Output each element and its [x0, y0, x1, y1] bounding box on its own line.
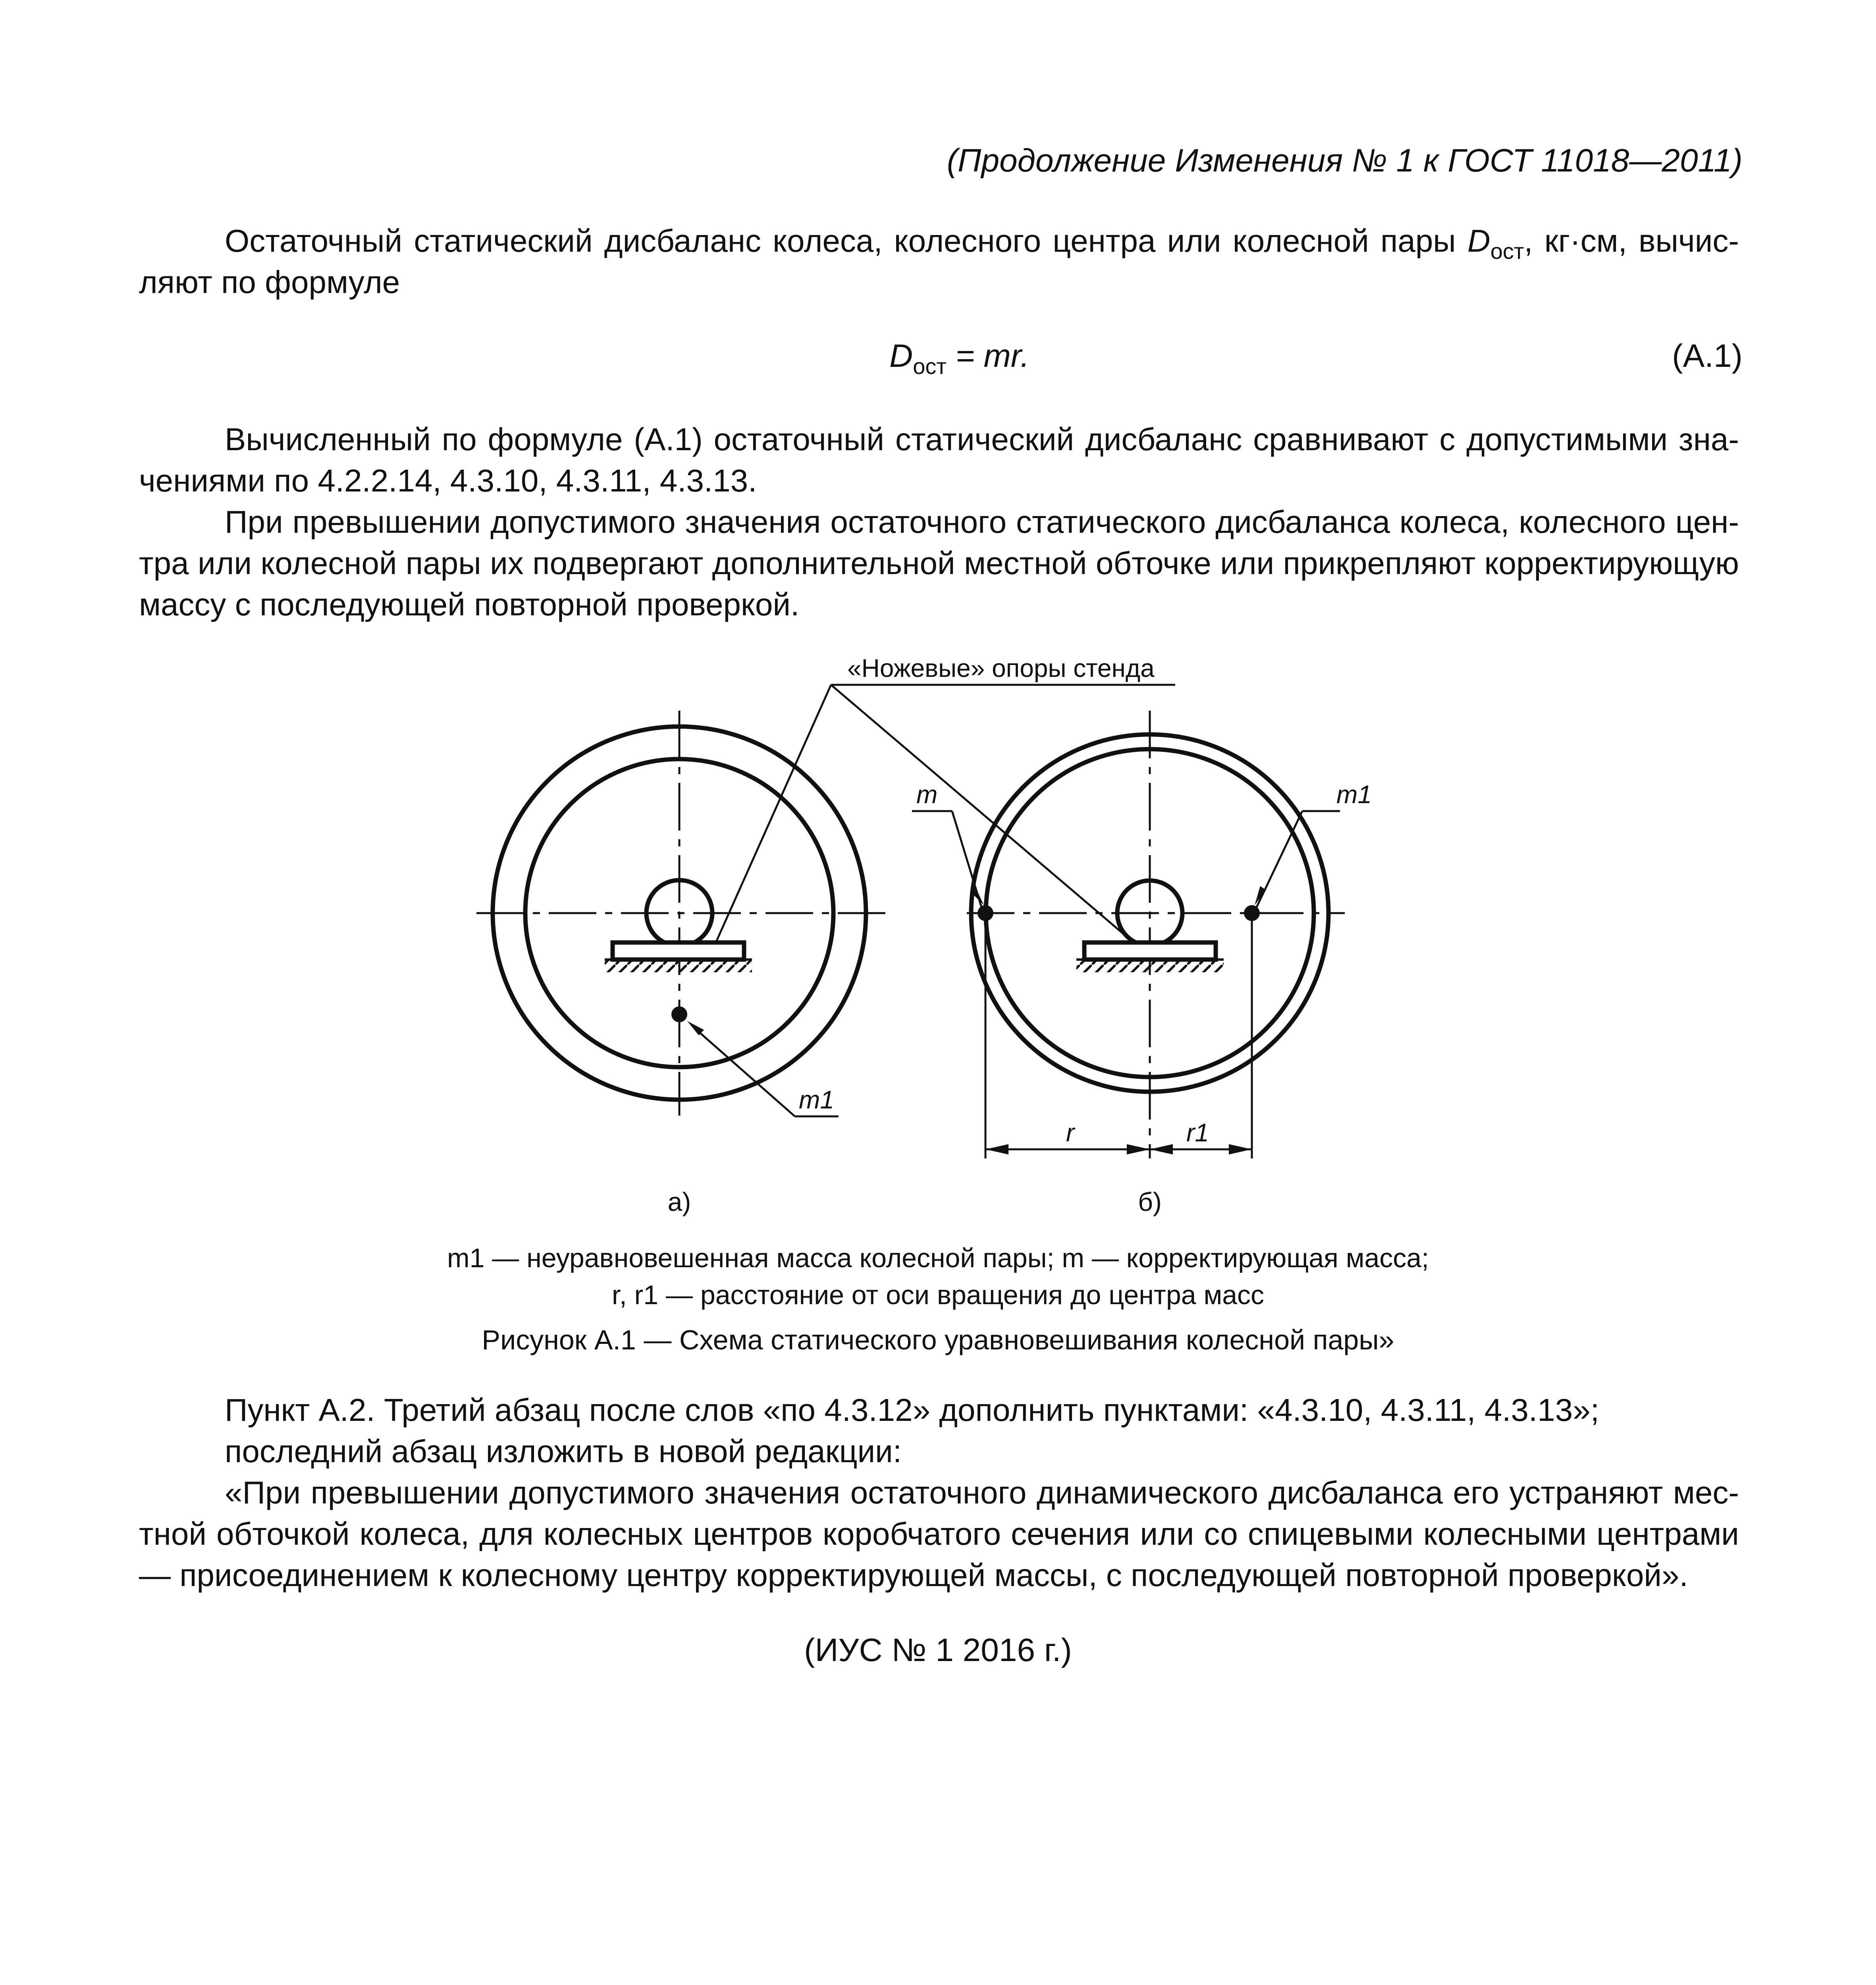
page-header: (Продолжение Изменения № 1 к ГОСТ 11018—2011) [947, 143, 1743, 179]
formula-symbol: D [889, 338, 913, 374]
paragraph-3: При превышении допустимого значения остаточного статического дисбаланса колеса, колесного цен-тра или колесной пары их подвергают дополнительной местной обточке или прикрепляют корректирующую массу с последующей повторной проверкой. [139, 504, 1739, 622]
wheel-view-a [476, 711, 885, 1116]
figure-caption: Рисунок А.1 — Схема статического уравновешивания колесной пары» [482, 1324, 1394, 1355]
formula-rhs: = mr. [947, 338, 1030, 374]
paragraph-1-after: , кг·см, вычис-ляют по формуле [139, 223, 1739, 300]
paragraph-6: «При превышении допустимого значения остаточного динамического дисбаланса его устраняют мес-тной обточкой колеса, для колесных центров коробчатого сечения или со спицевыми колесными центрами — присоединением к колесному центру корректирующей массы, с последующей повторной проверкой». [139, 1475, 1739, 1593]
label-r: r [1066, 1118, 1075, 1147]
formula-subscript: ост [913, 354, 947, 379]
figure-a1 [437, 643, 1390, 1239]
label-a: а) [667, 1187, 691, 1216]
legend-line-1: m1 — неуравновешенная масса колесной пары; m — корректирующая масса; [447, 1243, 1429, 1273]
callout-label: «Ножевые» опоры стенда [847, 654, 1155, 682]
legend-line-2: r, r1 — расстояние от оси вращения до центра масс [611, 1280, 1265, 1310]
label-b: б) [1138, 1187, 1162, 1216]
formula-number: (А.1) [1672, 338, 1743, 374]
label-m1-b: m1 [1336, 780, 1372, 809]
knife-supports-callout [716, 685, 1175, 942]
ius-reference: (ИУС № 1 2016 г.) [804, 1632, 1072, 1668]
paragraph-1-before: Остаточный статический дисбаланс колеса, колесного центра или колесной пары [225, 223, 1467, 258]
symbol-d: D [1467, 223, 1490, 258]
wheel-view-b [912, 711, 1345, 1158]
paragraph-2: Вычисленный по формуле (А.1) остаточный статический дисбаланс сравнивают с допустимыми зна-чениями по 4.2.2.14, 4.3.10, 4.3.11, 4.3.13. [139, 422, 1739, 498]
paragraph-5: последний абзац изложить в новой редакции: [225, 1434, 902, 1469]
label-m: m [916, 780, 938, 809]
label-m1-a: m1 [799, 1085, 834, 1114]
formula-expression [889, 337, 1030, 379]
label-r1: r1 [1186, 1118, 1209, 1147]
paragraph-4: Пункт А.2. Третий абзац после слов «по 4.3.12» дополнить пунктами: «4.3.10, 4.3.11, 4.3.13»; [225, 1392, 1599, 1428]
symbol-d-subscript: ост [1490, 239, 1524, 264]
paragraph-1 [139, 220, 1739, 303]
